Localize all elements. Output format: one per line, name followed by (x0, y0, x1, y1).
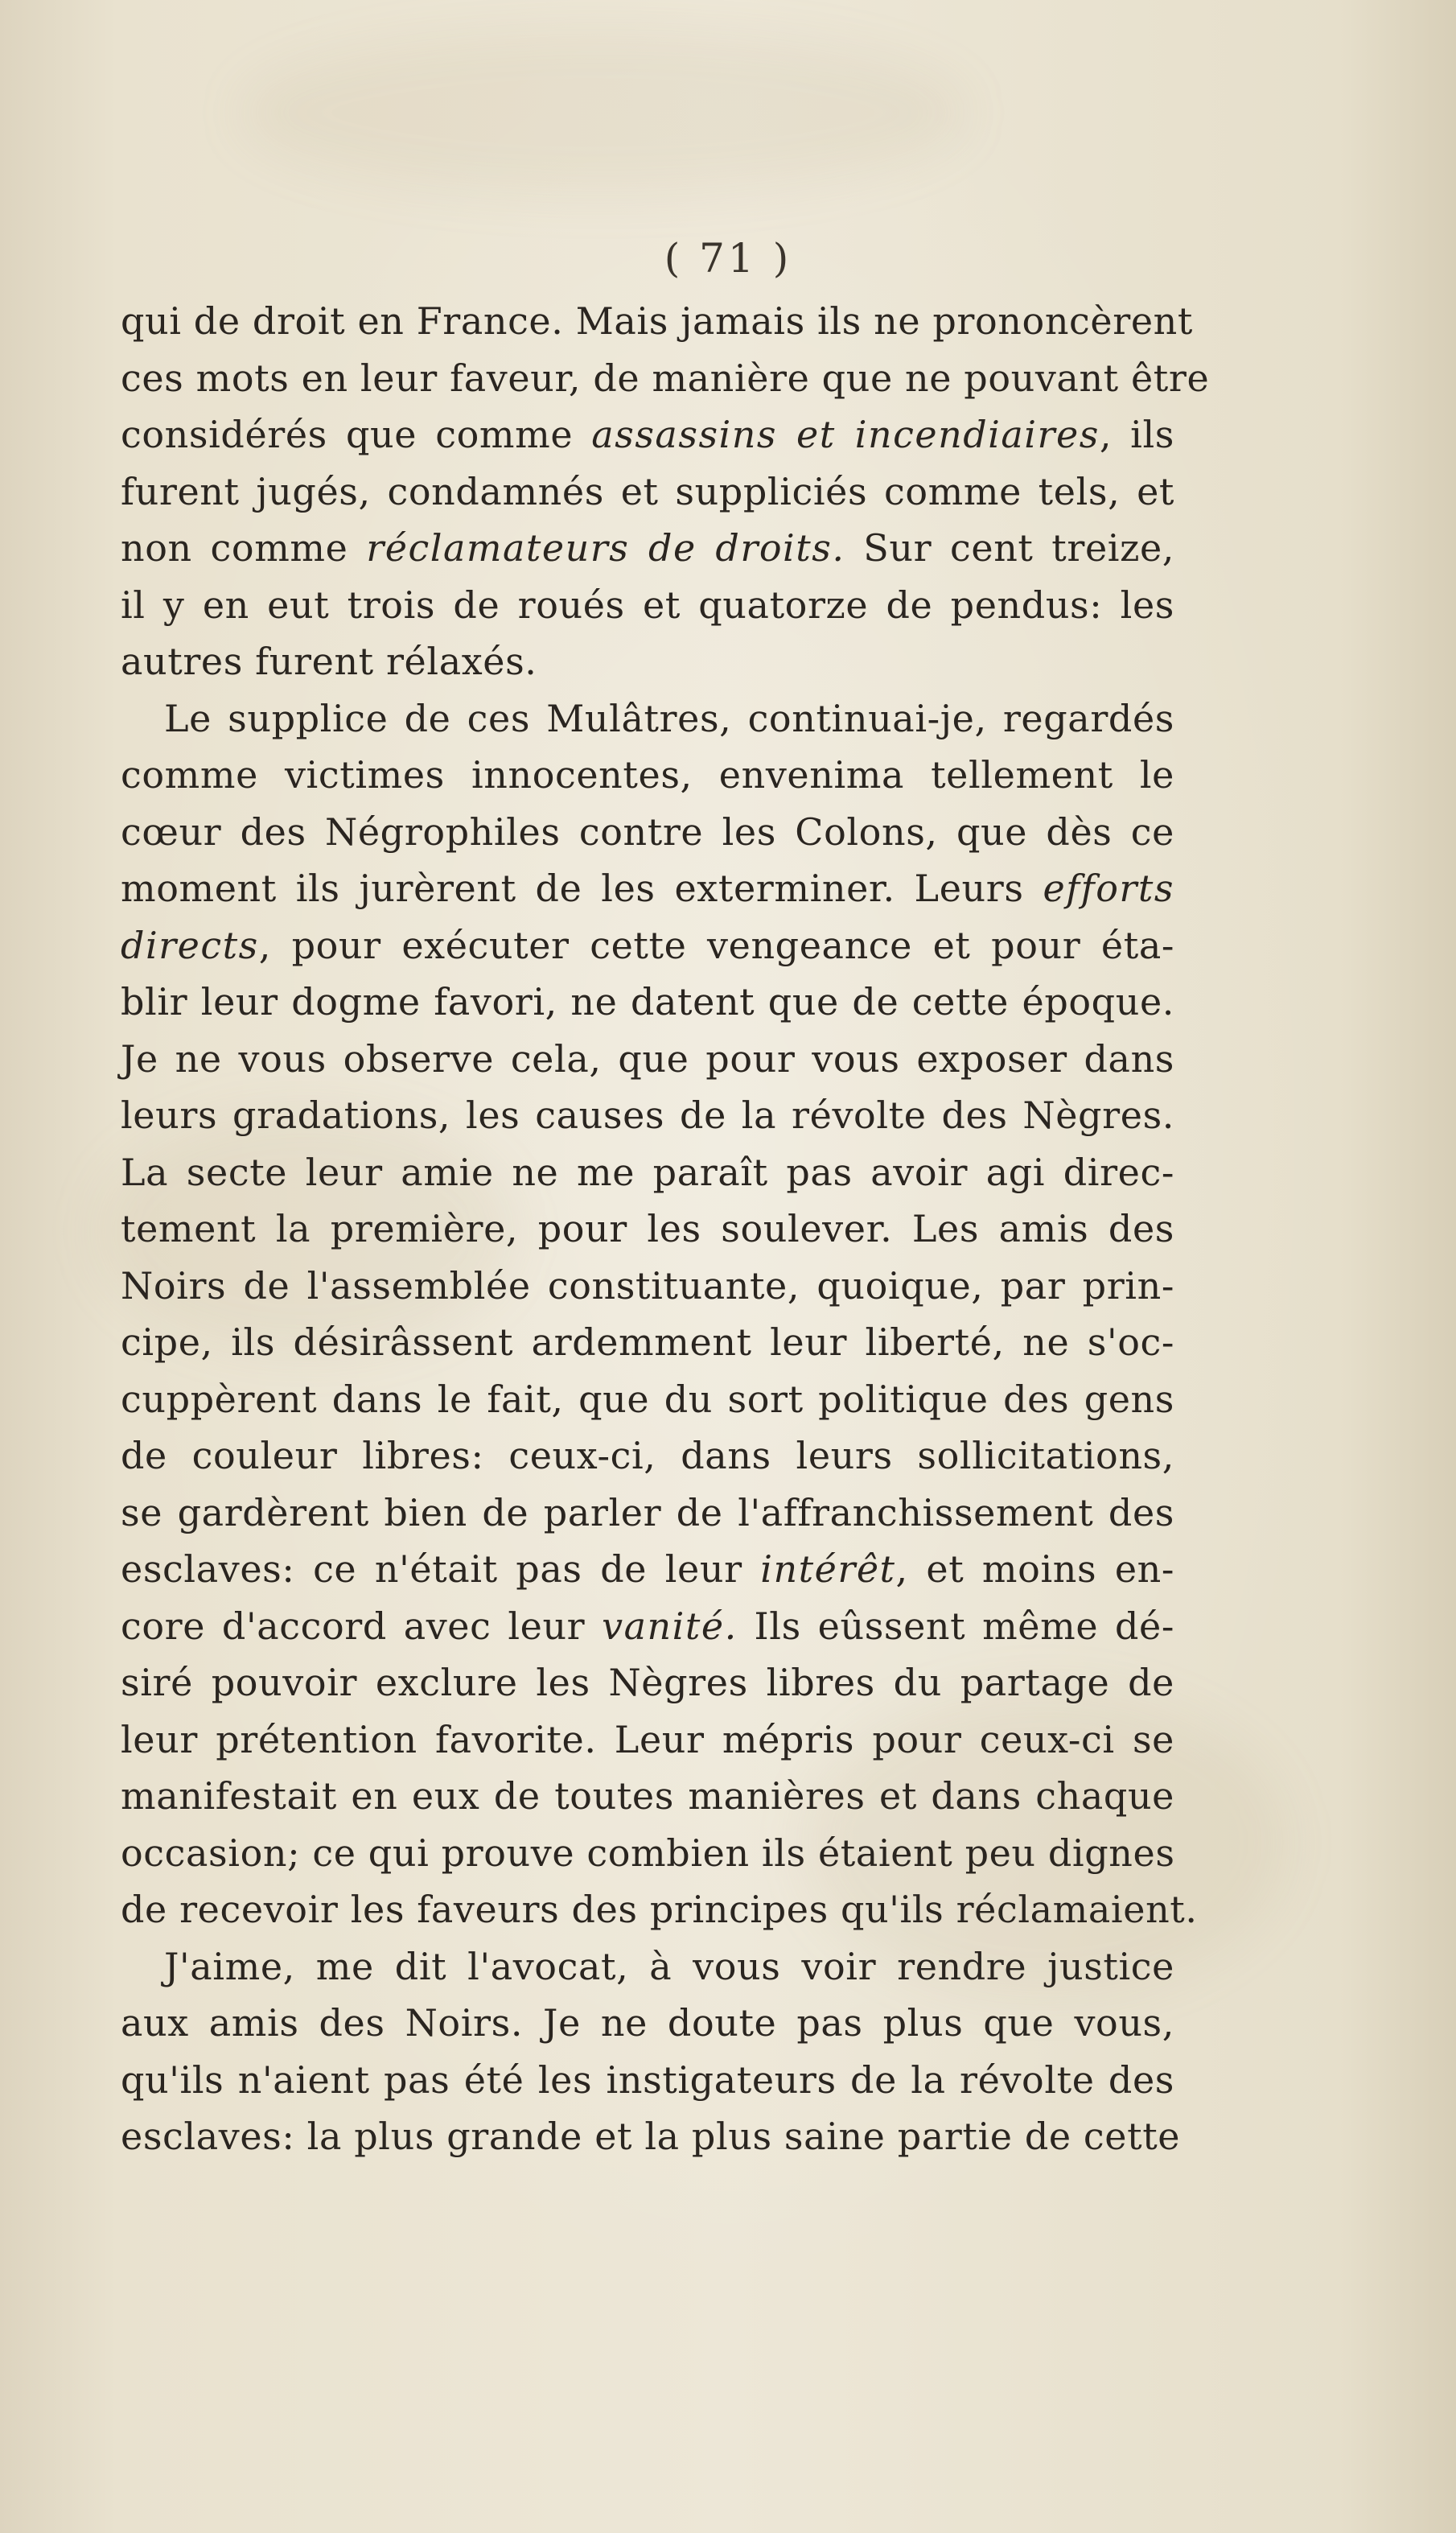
text-segment: occasion; ce qui prouve combien ils étaient peu dignes (121, 1831, 1175, 1875)
text-segment: tement la première, pour les soulever. Les amis des (121, 1207, 1174, 1250)
text-segment: comme victimes innocentes, envenima tellement le (121, 753, 1174, 797)
italic-text: efforts (1043, 867, 1174, 910)
text-line (121, 690, 1174, 748)
text-segment: Le supplice de ces Mulâtres, continuai-je, regardés (164, 696, 1174, 740)
text-segment: leurs gradations, les causes de la révolte des Nègres. (121, 1094, 1174, 1137)
text-line (121, 1541, 1174, 1598)
text-line (121, 1144, 1174, 1201)
italic-text: directs (121, 923, 259, 967)
text-line (121, 2108, 1181, 2165)
text-segment: siré pouvoir exclure les Nègres libres du partage de (121, 1661, 1174, 1704)
text-segment: de recevoir les faveurs des principes qu'ils réclamaient. (121, 1888, 1198, 1931)
italic-text: vanité. (602, 1604, 738, 1648)
text-segment: autres furent rélaxés. (121, 640, 537, 683)
text-segment: , pour exécuter cette vengeance et pour éta- (258, 923, 1174, 967)
text-line (121, 1711, 1174, 1769)
text-line (121, 1201, 1174, 1258)
text-segment: aux amis des Noirs. Je ne doute pas plus que vous, (121, 2001, 1174, 2045)
text-line (121, 1427, 1174, 1485)
text-line (121, 1654, 1174, 1711)
text-line (121, 1995, 1174, 2052)
text-line (121, 1314, 1174, 1371)
text-segment: , et moins en- (895, 1547, 1175, 1591)
text-segment: qu'ils n'aient pas été les instigateurs de la révolte des (121, 2057, 1174, 2102)
text-line (121, 747, 1174, 804)
text-segment: il y en eut trois de roués et quatorze de pendus: les (121, 583, 1174, 627)
text-line (121, 1938, 1174, 1996)
text-segment: non comme (121, 526, 367, 570)
text-segment: Sur cent treize, (845, 526, 1174, 570)
text-line (121, 577, 1174, 634)
text-segment: La secte leur amie ne me paraît pas avoir agi direc- (121, 1150, 1174, 1194)
italic-text: assassins et incendiaires (591, 413, 1100, 456)
text-segment: leur prétention favorite. Leur mépris pour ceux-ci se (121, 1717, 1174, 1761)
text-segment: se gardèrent bien de parler de l'affranchissement des (121, 1490, 1174, 1534)
text-line (121, 1881, 1198, 1938)
text-line (121, 2052, 1174, 2109)
text-segment: core d'accord avec leur (121, 1604, 603, 1648)
italic-text: intérêt (760, 1547, 896, 1591)
body-text (121, 293, 1210, 2165)
text-segment: esclaves: ce n'était pas de leur (121, 1547, 761, 1591)
text-segment: , ils (1099, 413, 1175, 456)
text-segment: Je ne vous observe cela, que pour vous exposer dans (121, 1036, 1174, 1081)
text-line (121, 974, 1174, 1031)
text-line (121, 1031, 1174, 1088)
text-line (121, 1598, 1174, 1655)
text-line (121, 1825, 1174, 1882)
text-line (121, 860, 1174, 917)
text-line (121, 633, 1174, 690)
text-segment: J'aime, me dit l'avocat, à vous voir rendre justice (164, 1944, 1174, 1988)
text-segment: blir leur dogme favori, ne datent que de cette époque. (121, 980, 1174, 1023)
text-line (121, 293, 1193, 350)
paper-stain (241, 32, 965, 193)
text-line (121, 350, 1210, 407)
text-line (121, 463, 1174, 521)
text-segment: cuppèrent dans le fait, que du sort politique des gens (121, 1377, 1174, 1421)
text-line (121, 1258, 1174, 1315)
text-segment: Ils eûssent même dé- (737, 1604, 1174, 1648)
text-segment: esclaves: la plus grande et la plus saine partie de cette (121, 2115, 1181, 2158)
text-line (121, 1371, 1174, 1428)
text-segment: manifestait en eux de toutes manières et dans chaque (121, 1774, 1174, 1818)
text-segment: Noirs de l'assemblée constituante, quoique, par prin- (121, 1263, 1174, 1308)
text-line (121, 1768, 1174, 1825)
text-segment: cœur des Négrophiles contre les Colons, que dès ce (121, 809, 1174, 854)
text-segment: moment ils jurèrent de les exterminer. Leurs (121, 867, 1043, 910)
italic-text: réclamateurs de droits. (366, 526, 845, 570)
text-line (121, 406, 1174, 463)
text-line (121, 520, 1174, 577)
text-line (121, 917, 1174, 974)
text-line (121, 1485, 1174, 1542)
text-segment: ces mots en leur faveur, de manière que ne pouvant être (121, 356, 1210, 400)
text-segment: cipe, ils désirâssent ardemment leur liberté, ne s'oc- (121, 1320, 1174, 1364)
text-segment: de couleur libres: ceux-ci, dans leurs sollicitations, (121, 1434, 1174, 1477)
text-segment: considérés que comme (121, 413, 592, 456)
text-line (121, 804, 1174, 861)
text-segment: furent jugés, condamnés et suppliciés comme tels, et (121, 469, 1174, 513)
text-segment: qui de droit en France. Mais jamais ils ne prononcèrent (121, 299, 1193, 343)
page-number: ( 71 ) (664, 235, 792, 282)
text-line (121, 1087, 1174, 1144)
